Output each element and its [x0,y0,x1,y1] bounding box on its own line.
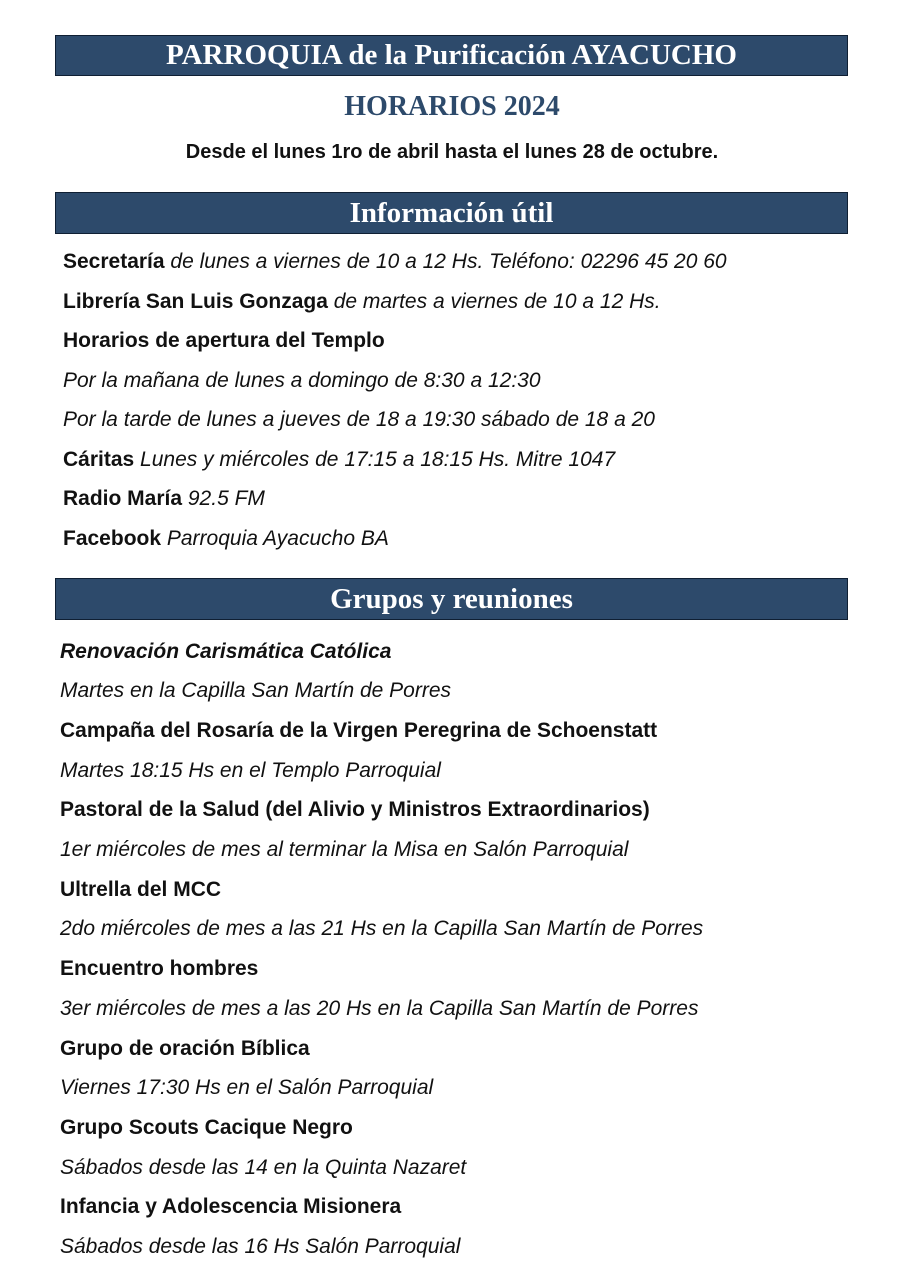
group-name: Infancia y Adolescencia Misionera [60,1195,402,1218]
templo-manana: Por la mañana de lunes a domingo de 8:30 a 12:30 [63,369,541,392]
libreria-text: de martes a viernes de 10 a 12 Hs. [333,290,661,313]
group-schedule: Sábados desde las 16 Hs Salón Parroquial [60,1235,461,1258]
page-title: PARROQUIA de la Purificación AYACUCHO [166,39,737,71]
group-name: Campaña del Rosaría de la Virgen Peregrina de Schoenstatt [60,719,658,742]
libreria-line [63,288,661,316]
caritas-line [63,446,615,474]
info-heading: Información útil [349,197,554,229]
templo-manana-line [63,367,541,395]
secretaria-text: de lunes a viernes de 10 a 12 Hs. Teléfono: 02296 45 20 60 [170,250,727,273]
radio-text: 92.5 FM [187,487,265,510]
caritas-text: Lunes y miércoles de 17:15 a 18:15 Hs. Mitre 1047 [140,448,616,471]
group-name: Grupo de oración Bíblica [60,1037,310,1060]
facebook-label: Facebook [63,527,162,550]
info-heading-banner [55,192,848,234]
group-schedule: 3er miércoles de mes a las 20 Hs en la Capilla San Martín de Porres [60,997,699,1020]
page-title-banner [55,35,848,76]
secretaria-label: Secretaría [63,250,165,273]
group-schedule: Viernes 17:30 Hs en el Salón Parroquial [60,1076,434,1099]
facebook-text: Parroquia Ayacucho BA [166,527,389,550]
radio-label: Radio María [63,487,183,510]
group-schedule: 1er miércoles de mes al terminar la Misa en Salón Parroquial [60,838,629,861]
groups-heading-banner [55,578,848,620]
templo-label: Horarios de apertura del Templo [63,329,385,352]
templo-line [63,327,385,355]
templo-tarde-line [63,406,655,434]
caritas-label: Cáritas [63,448,135,471]
facebook-line [63,525,389,553]
group-schedule: Martes 18:15 Hs en el Templo Parroquial [60,759,441,782]
group-schedule: Martes en la Capilla San Martín de Porres [60,679,452,702]
group-name: Pastoral de la Salud (del Alivio y Ministros Extraordinarios) [60,798,650,821]
date-range: Desde el lunes 1ro de abril hasta el lunes 28 de octubre. [185,141,719,163]
group-name: Grupo Scouts Cacique Negro [60,1116,353,1139]
group-name: Renovación Carismática Católica [60,640,392,663]
group-name: Encuentro hombres [60,957,259,980]
group-schedule: 2do miércoles de mes a las 21 Hs en la Capilla San Martín de Porres [60,917,704,940]
libreria-label: Librería San Luis Gonzaga [63,290,328,313]
groups-heading: Grupos y reuniones [330,583,573,615]
page-subtitle: HORARIOS 2024 [344,91,560,122]
group-schedule: Sábados desde las 14 en la Quinta Nazaret [60,1156,467,1179]
group-name: Ultrella del MCC [60,878,222,901]
radio-line [63,485,265,513]
secretaria-line [63,248,727,276]
templo-tarde: Por la tarde de lunes a jueves de 18 a 19:30 sábado de 18 a 20 [63,408,655,431]
